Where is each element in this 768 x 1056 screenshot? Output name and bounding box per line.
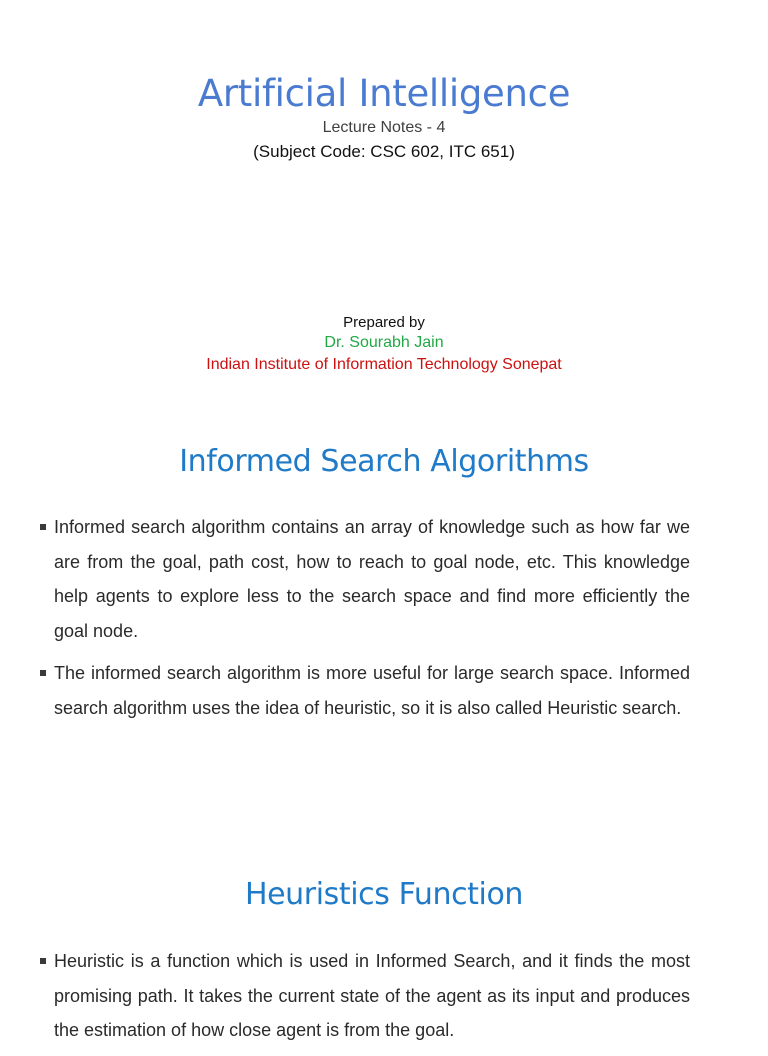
- prepared-by-label: Prepared by: [343, 314, 425, 331]
- heuristics-slide: [0, 840, 768, 1040]
- page-title: Artificial Intelligence: [197, 72, 571, 115]
- informed-search-slide: [0, 400, 768, 840]
- bullet-square-icon: [40, 524, 46, 530]
- institute-name: Indian Institute of Information Technology Sonepat: [206, 356, 562, 373]
- bullet-square-icon: [40, 958, 46, 964]
- subject-code: (Subject Code: CSC 602, ITC 651): [253, 142, 515, 161]
- bullet-text: The informed search algorithm is more useful for large search space. Informed search algorithm uses the idea of heuristic, so it is also called Heuristic search.: [54, 663, 690, 718]
- title-slide: [0, 0, 768, 400]
- bullet-text: Heuristic is a function which is used in Informed Search, and it finds the most promising path. It takes the current state of the agent as its input and produces the estimation of how close agent is from the goal.: [54, 951, 690, 1040]
- list-item: [40, 944, 690, 1048]
- author-name: Dr. Sourabh Jain: [324, 334, 444, 351]
- list-item: [40, 656, 690, 725]
- bullet-text: Informed search algorithm contains an array of knowledge such as how far we are from the goal, path cost, how to reach to goal node, etc. This knowledge help agents to explore less to the search space and find more efficiently the goal node.: [54, 517, 690, 641]
- bullet-square-icon: [40, 670, 46, 676]
- heuristics-heading: Heuristics Function: [244, 877, 524, 912]
- heuristics-bullets: [40, 944, 690, 1056]
- lecture-notes-label: Lecture Notes - 4: [322, 119, 446, 136]
- informed-search-bullets: [40, 510, 690, 733]
- informed-search-heading: Informed Search Algorithms: [179, 444, 589, 479]
- list-item: [40, 510, 690, 648]
